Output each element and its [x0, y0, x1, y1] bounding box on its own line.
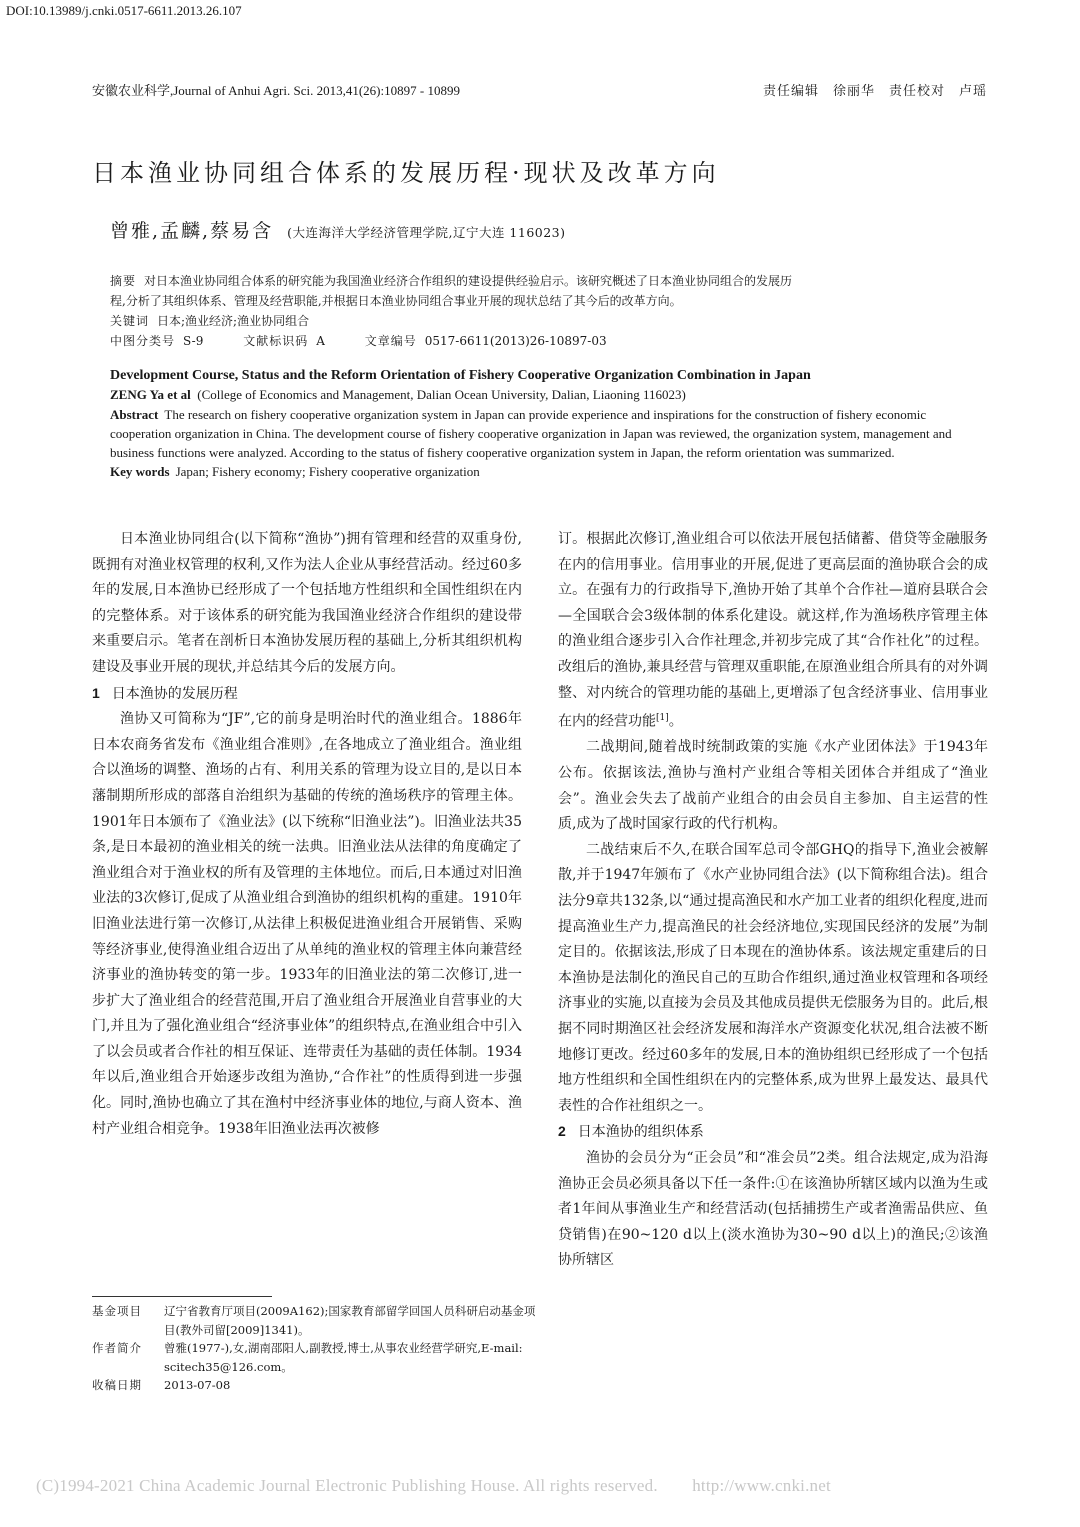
cn-abstract-line2: 程,分析了其组织体系、管理及经营职能,并根据日本渔业协同组合事业开展的现状总结了其今后的改革方向。 [110, 294, 682, 308]
journal-citation: 安徽农业科学,Journal of Anhui Agri. Sci. 2013,41(26):10897 - 10899 [92, 83, 460, 98]
cn-keywords: 关键词 日本;渔业经济;渔业协同组合 [110, 314, 310, 328]
cn-abstract-label: 摘要 [110, 274, 137, 288]
membership-paragraph: 渔协的会员分为“正会员”和“准会员”2类。组合法规定,成为沿海渔协正会员必须具备以下任一条件:①在该渔协所辖区域内以渔为生或者1年间从事渔业生产和经营活动(包括捕捞生产或者渔需品供应、鱼贷销售)在90~120 d以上(淡水渔协为30~90 d以上)的渔民;②该渔协所辖区 [558, 1149, 988, 1269]
paper-title: 日本渔业协同组合体系的发展历程·现状及改革方向 [92, 159, 720, 187]
english-author-line: ZENG Ya et al (College of Economics and Management, Dalian Ocean University, Dalian, Liaoning 116023) [110, 387, 686, 403]
fund-footnote: 基金项目 辽宁省教育厅项目(2009A162);国家教育部留学回国人员科研启动基金项目(教外司留[2009]1341)。 [92, 1304, 536, 1337]
section-1-heading: 1 日本渔协的发展历程 [92, 684, 238, 702]
left-column [92, 527, 522, 1142]
authors: 曾雅,孟麟,蔡易含 [110, 220, 274, 242]
received-date-footnote: 收稿日期 2013-07-08 [92, 1378, 231, 1392]
editor-credits: 责任编辑 徐丽华 责任校对 卢瑶 [762, 83, 987, 98]
wartime-paragraph: 二战期间,随着战时统制政策的实施《水产业团体法》于1943年公布。依据该法,渔协与渔村产业组合等相关团体合并组成了“渔业会”。渔业会失去了战前产业组合的由会员自主参加、自主运营的性质,成为了战时国家行政的代行机构。 [558, 739, 988, 833]
english-title: Development Course, Status and the Reform Orientation of Fishery Cooperative Organization Combination in Japan [110, 368, 811, 383]
section-2-heading: 2 日本渔协的组织体系 [558, 1123, 704, 1141]
copyright-footer: (C)1994-2021 China Academic Journal Electronic Publishing House. All rights reserved. http://www.cnki.net [36, 1476, 831, 1495]
cn-abstract-line1: 摘要 对日本渔业协同组合体系的研究能为我国渔业经济合作组织的建设提供经验启示。该研究概述了日本渔业协同组合的发展历 [110, 274, 793, 288]
chinese-abstract-block [110, 271, 988, 351]
author-line [110, 216, 566, 243]
english-keywords: Key words Japan; Fishery economy; Fishery cooperative organization [110, 464, 480, 480]
history-paragraph-continued: 订。根据此次修订,渔业组合可以依法开展包括储蓄、借贷等金融服务在内的信用事业。信用事业的开展,促进了更高层面的渔协联合会的成立。在强有力的行政指导下,渔协开始了其单个合作社—道府县联合会—全国联合会3级体制的体系化建设。就这样,作为渔场秩序管理主体的渔业组合逐步引入合作社理念,并初步完成了其“合作社化”的过程。改组后的渔协,兼具经营与管理双重职能,在原渔业组合所具有的对外调整、对内统合的管理功能的基础上,更增添了包含经济事业、信用事业在内的经营功能[1]。 [558, 531, 988, 730]
affiliation: (大连海洋大学经济管理学院,辽宁大连 116023) [287, 225, 566, 240]
footnotes [92, 1302, 537, 1395]
history-paragraph: 渔协又可简称为“JF”,它的前身是明治时代的渔业组合。1886年日本农商务省发布《渔业组合准则》,在各地成立了渔业组合。渔业组合以渔场的调整、渔场的占有、利用关系的管理为设立目的,是以日本藩制期所形成的部落自治组织为基础的传统的渔场秩序的管理主体。1901年日本颁布了《渔业法》(以下统称“旧渔业法”)。旧渔业法共35条,是日本最初的渔业相关的统一法典。旧渔业法从法律的角度确定了渔业组合对于渔业权的所有及管理的主体地位。而后,日本通过对旧渔业法的3次修订,促成了从渔业组合到渔协的组织机构的重建。1910年旧渔业法进行第一次修订,从法律上积极促进渔业组合开展销售、采购等经济事业,使得渔业组合迈出了从单纯的渔业权的管理主体向兼营经济事业的渔协转变的第一步。1933年的旧渔业法的第二次修订,进一步扩大了渔业组合的经营范围,开启了渔业组合开展渔业自营事业的大门,并且为了强化渔业组合“经济事业体”的组织特点,在渔业组合中引入了以会员或者合作社的相互保证、连带责任为基础的责任体制。1934年以后,渔业组合开始逐步改组为渔协,“合作社”的性质得到进一步强化。同时,渔协也确立了其在渔村中经济事业体的地位,与商人资本、渔村产业组合相竞争。1938年旧渔业法再次被修 [92, 711, 522, 1137]
english-abstract: Abstract The research on fishery cooperative organization system in Japan can provide experience and inspirations for the construction of fishery economic cooperation organization in China. The development course of fishery cooperative organization in Japan was reviewed, the organization system, management and business functions were analyzed. According to the status of fishery cooperative organization system in Japan, the reform orientation was summarized. [110, 406, 952, 461]
right-column [558, 527, 988, 1274]
doi: DOI:10.13989/j.cnki.0517-6611.2013.26.107 [6, 3, 242, 18]
reference-marker: [1] [656, 713, 669, 724]
footnote-divider [92, 1296, 272, 1297]
author-bio-footnote: 作者简介 曾雅(1977-),女,湖南邵阳人,副教授,博士,从事农业经营学研究,E-mail: scitech35@126.com。 [92, 1341, 523, 1374]
postwar-paragraph: 二战结束后不久,在联合国军总司令部GHQ的指导下,渔业会被解散,并于1947年颁布了《水产业协同组合法》(以下简称组合法)。组合法分9章共132条,以“通过提高渔民和水产加工业者的组织化程度,进而提高渔业生产力,提高渔民的社会经济地位,实现国民经济的发展”为制定目的。依据该法,形成了日本现在的渔协体系。该法规定重建后的日本渔协是法制化的渔民自己的互助合作组织,通过渔业权管理和各项经济事业的实施,以直接为会员及其他成员提供无偿服务为目的。此后,根据不同时期渔区社会经济发展和海洋水产资源变化状况,组合法被不断地修订更改。经过60多年的发展,日本的渔协组织已经形成了一个包括地方性组织和全国性组织在内的完整体系,成为世界上最发达、最具代表性的合作社组织之一。 [558, 841, 988, 1114]
running-header [92, 80, 987, 99]
cn-classification: 中图分类号 S-9 文献标识码 A 文章编号 0517-6611(2013)26-10897-03 [110, 334, 607, 348]
english-abstract-block [110, 366, 988, 482]
intro-paragraph: 日本渔业协同组合(以下简称“渔协”)拥有管理和经营的双重身份,既拥有对渔业权管理的权利,又作为法人企业从事经营活动。经过60多年的发展,日本渔协已经形成了一个包括地方性组织和全国性组织在内的完整体系。对于该体系的研究能为我国渔业经济合作组织的建设带来重要启示。笔者在剖析日本渔协发展历程的基础上,分析其组织机构建设及事业开展的现状,并总结其今后的发展方向。 [92, 531, 522, 675]
